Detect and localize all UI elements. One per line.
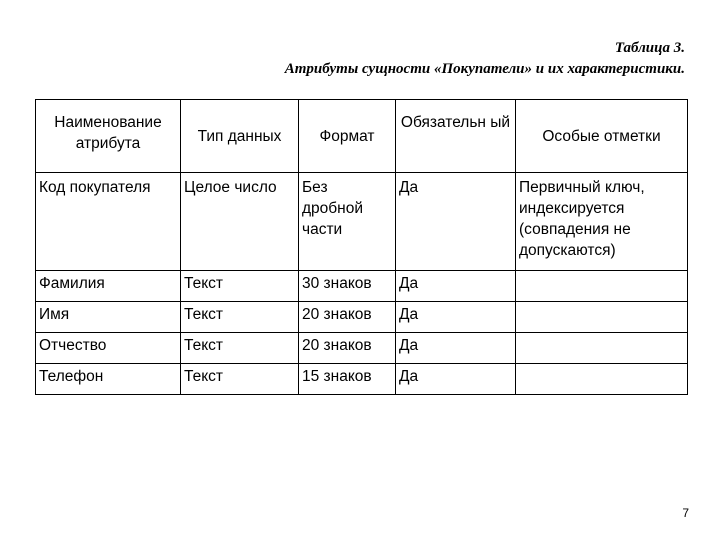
- cell-format: 20 знаков: [299, 302, 396, 333]
- cell-format: 20 знаков: [299, 333, 396, 364]
- cell-format: 15 знаков: [299, 364, 396, 395]
- table-header-row: [36, 100, 688, 173]
- header-required: Обязательн ый: [396, 100, 516, 173]
- cell-required: Да: [396, 364, 516, 395]
- cell-attribute-name: Телефон: [36, 364, 181, 395]
- cell-data-type: Целое число: [181, 173, 299, 271]
- cell-attribute-name: Имя: [36, 302, 181, 333]
- table-row: [36, 271, 688, 302]
- cell-notes: [516, 302, 688, 333]
- cell-notes: [516, 333, 688, 364]
- cell-required: Да: [396, 173, 516, 271]
- header-notes: Особые отметки: [516, 100, 688, 173]
- table-caption-number: Таблица 3.: [614, 40, 685, 56]
- header-format: Формат: [299, 100, 396, 173]
- cell-data-type: Текст: [181, 271, 299, 302]
- table-row: [36, 173, 688, 271]
- cell-required: Да: [396, 302, 516, 333]
- cell-attribute-name: Отчество: [36, 333, 181, 364]
- cell-required: Да: [396, 271, 516, 302]
- table-row: [36, 364, 688, 395]
- cell-format: Без дробной части: [299, 173, 396, 271]
- cell-notes: [516, 271, 688, 302]
- table-caption-title: Атрибуты сущности «Покупатели» и их характеристики.: [284, 61, 685, 77]
- cell-attribute-name: Фамилия: [36, 271, 181, 302]
- header-attribute-name: Наименование атрибута: [36, 100, 181, 173]
- cell-data-type: Текст: [181, 333, 299, 364]
- attributes-table: [35, 99, 688, 395]
- cell-required: Да: [396, 333, 516, 364]
- header-data-type: Тип данных: [181, 100, 299, 173]
- cell-notes: [516, 364, 688, 395]
- cell-attribute-name: Код покупателя: [36, 173, 181, 271]
- table-row: [36, 302, 688, 333]
- cell-format: 30 знаков: [299, 271, 396, 302]
- page-number: 7: [682, 506, 689, 520]
- table-row: [36, 333, 688, 364]
- cell-data-type: Текст: [181, 302, 299, 333]
- cell-data-type: Текст: [181, 364, 299, 395]
- cell-notes: Первичный ключ, индексируется (совпадения не допускаются): [516, 173, 688, 271]
